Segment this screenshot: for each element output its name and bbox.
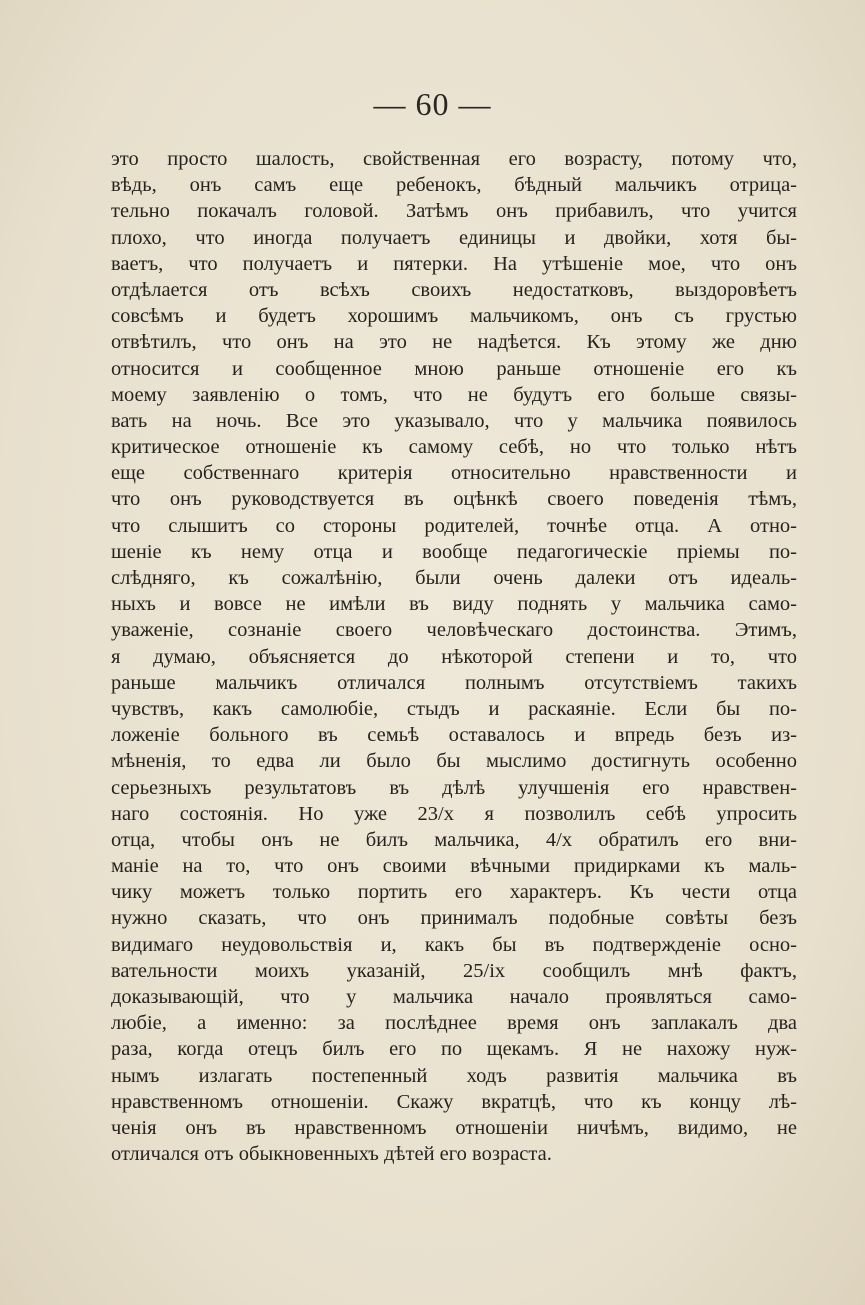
text-line: видимаго неудовольствія и, какъ бы въ подтвержденіе осно- bbox=[111, 933, 797, 956]
text-line: что онъ руководствуется въ оцѣнкѣ своего поведенія тѣмъ, bbox=[111, 488, 797, 511]
text-line: раньше мальчикъ отличался полнымъ отсутствіемъ такихъ bbox=[111, 671, 797, 694]
text-line: раза, когда отецъ билъ его по щекамъ. Я не нахожу нуж- bbox=[111, 1038, 797, 1061]
text-line: критическое отношеніе къ самому себѣ, но что только нѣтъ bbox=[111, 436, 797, 459]
text-line: слѣдняго, къ сожалѣнію, были очень далеки отъ идеаль- bbox=[111, 567, 797, 589]
text-line: любіе, а именно: за послѣднее время онъ заплакалъ два bbox=[111, 1012, 797, 1035]
text-line: вать на ночь. Все это указывало, что у мальчика появилось bbox=[111, 409, 797, 432]
text-line: я думаю, объясняется до нѣкоторой степени и то, что bbox=[111, 645, 797, 668]
text-line: плохо, что иногда получаетъ единицы и двойки, хотя бы- bbox=[111, 226, 797, 249]
text-line: отдѣлается отъ всѣхъ своихъ недостатковъ, выздоровѣетъ bbox=[111, 278, 797, 301]
text-line: отвѣтилъ, что онъ на это не надѣется. Къ этому же дню bbox=[111, 331, 797, 354]
text-line: наго состоянія. Но уже 23/x я позволилъ себѣ упросить bbox=[111, 802, 797, 825]
text-line: совсѣмъ и будетъ хорошимъ мальчикомъ, онъ съ грустью bbox=[111, 305, 797, 328]
text-line: ченія онъ въ нравственномъ отношеніи ничѣмъ, видимо, не bbox=[111, 1116, 797, 1139]
text-line: ныхъ и вовсе не имѣли въ виду поднять у мальчика само- bbox=[111, 593, 797, 616]
text-line: ложеніе больного въ семьѣ оставалось и впредь безъ из- bbox=[111, 724, 797, 747]
body-text bbox=[111, 146, 797, 1167]
text-line: что слышитъ со стороны родителей, точнѣе отца. А отно- bbox=[111, 514, 797, 537]
text-line: доказывающій, что у мальчика начало проявляться само- bbox=[111, 986, 797, 1008]
text-line: отличался отъ обыкновенныхъ дѣтей его возраста. bbox=[111, 1143, 552, 1166]
text-line: вательности моихъ указаній, 25/ix сообщилъ мнѣ фактъ, bbox=[111, 959, 797, 982]
text-line: это просто шалость, свойственная его возрасту, потому что, bbox=[111, 148, 797, 170]
text-line: серьезныхъ результатовъ въ дѣлѣ улучшенія его нравствен- bbox=[111, 776, 797, 799]
text-line: моему заявленію о томъ, что не будутъ его больше связы- bbox=[111, 383, 797, 406]
text-line: уваженіе, сознаніе своего человѣческаго достоинства. Этимъ, bbox=[111, 619, 797, 642]
text-line: еще собственнаго критерія относительно нравственности и bbox=[111, 462, 797, 485]
text-line: относится и сообщенное мною раньше отношеніе его къ bbox=[111, 357, 797, 380]
text-line: чику можетъ только портить его характеръ. Къ чести отца bbox=[111, 881, 797, 904]
page-number: — 60 — bbox=[373, 86, 492, 122]
text-line: вѣдь, онъ самъ еще ребенокъ, бѣдный мальчикъ отрица- bbox=[111, 174, 797, 197]
text-line: мѣненія, то едва ли было бы мыслимо достигнуть особенно bbox=[111, 750, 797, 773]
text-line: маніе на то, что онъ своими вѣчными придирками къ маль- bbox=[111, 855, 797, 878]
text-line: шеніе къ нему отца и вообще педагогическіе пріемы по- bbox=[111, 540, 797, 563]
text-line: чувствъ, какъ самолюбіе, стыдъ и раскаяніе. Если бы по- bbox=[111, 697, 797, 720]
text-line: ваетъ, что получаетъ и пятерки. На утѣшеніе мое, что онъ bbox=[111, 252, 797, 275]
text-line: нымъ излагать постепенный ходъ развитія мальчика въ bbox=[111, 1064, 797, 1087]
text-line: нравственномъ отношеніи. Скажу вкратцѣ, что къ концу лѣ- bbox=[111, 1090, 797, 1113]
text-line: отца, чтобы онъ не билъ мальчика, 4/x обратилъ его вни- bbox=[111, 828, 797, 851]
text-line: нужно сказать, что онъ принималъ подобные совѣты безъ bbox=[111, 907, 797, 930]
text-line: тельно покачалъ головой. Затѣмъ онъ прибавилъ, что учится bbox=[111, 200, 797, 223]
